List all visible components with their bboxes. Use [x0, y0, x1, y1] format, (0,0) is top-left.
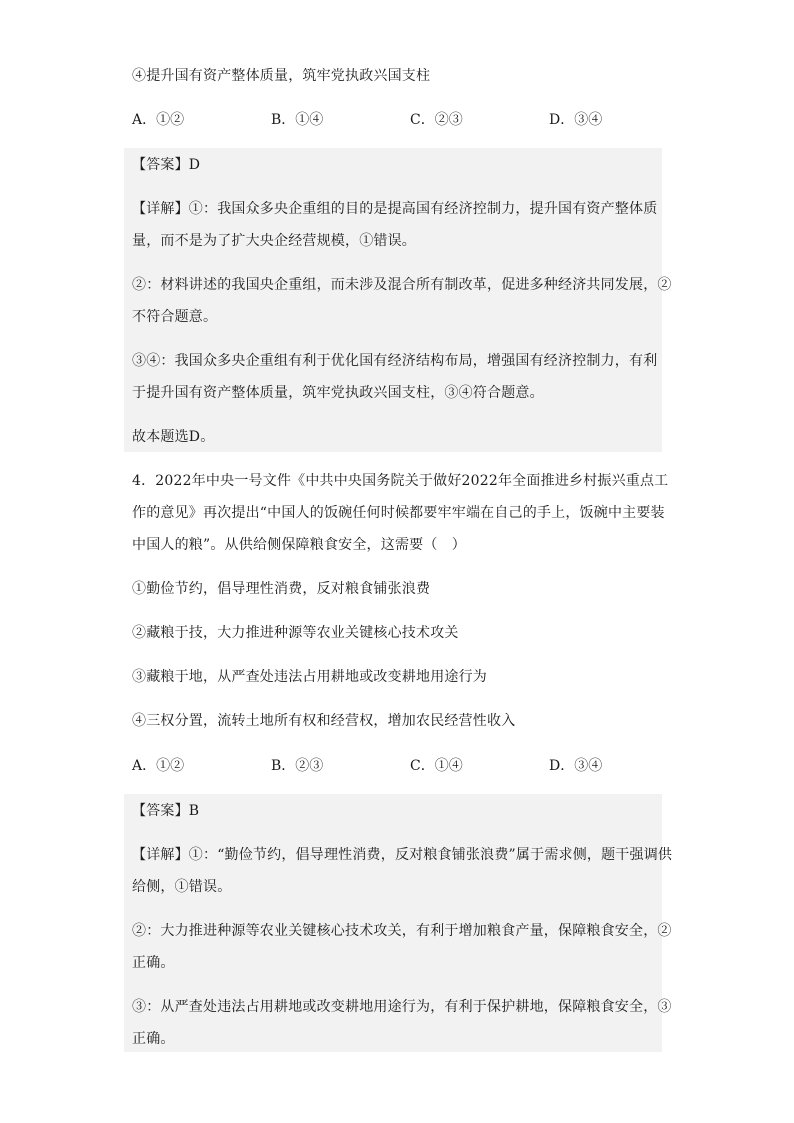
q4-choice-d: D．③④ — [549, 758, 603, 774]
q3-choices — [132, 110, 692, 130]
q3-answer: 【答案】D — [132, 157, 201, 173]
q4-analysis-line-6: 正确。 — [132, 1031, 175, 1047]
q4-analysis-line-2: 给侧，①错误。 — [132, 879, 232, 895]
q3-analysis-line-2: 量，而不是为了扩大央企经营规模，①错误。 — [132, 233, 416, 249]
q3-choice-b: B．①④ — [271, 112, 324, 128]
q4-analysis-line-1: 【详解】①：“勤俭节约，倡导理性消费，反对粮食铺张浪费”属于需求侧，题干强调供 — [132, 847, 673, 863]
q4-option-4: ④三权分置，流转土地所有权和经营权，增加农民经营性收入 — [132, 713, 516, 729]
q4-analysis-line-5: ③：从严查处违法占用耕地或改变耕地用途行为，有利于保护耕地，保障粮食安全，③ — [132, 999, 672, 1015]
q3-choice-d: D．③④ — [549, 112, 603, 128]
q4-analysis-line-3: ②：大力推进种源等农业关键核心技术攻关，有利于增加粮食产量，保障粮食安全，② — [132, 923, 672, 939]
q3-choice-c: C．②③ — [410, 112, 463, 128]
q3-analysis-line-5: ③④：我国众多央企重组有利于优化国有经济结构布局，增强国有经济控制力，有利 — [132, 353, 658, 369]
q4-option-1: ①勤俭节约，倡导理性消费，反对粮食铺张浪费 — [132, 581, 431, 597]
q3-analysis-line-1: 【详解】①：我国众多央企重组的目的是提高国有经济控制力，提升国有资产整体质 — [132, 201, 658, 217]
q3-choice-a: A．①② — [132, 112, 185, 128]
q4-choices — [132, 756, 692, 776]
q4-option-3: ③藏粮于地，从严查处违法占用耕地或改变耕地用途行为 — [132, 669, 487, 685]
q4-answer: 【答案】B — [132, 803, 200, 819]
q3-analysis-line-4: 不符合题意。 — [132, 309, 218, 325]
q3-conclusion: 故本题选D。 — [132, 429, 215, 445]
q4-option-2: ②藏粮于技，大力推进种源等农业关键核心技术攻关 — [132, 625, 459, 641]
q4-stem-line-1: 4．2022年中央一号文件《中共中央国务院关于做好2022年全面推进乡村振兴重点工 — [132, 473, 669, 489]
q3-option-4: ④提升国有资产整体质量，筑牢党执政兴国支柱 — [132, 68, 431, 84]
q4-stem-line-3: 中国人的粮”。从供给侧保障粮食安全，这需要（ ） — [132, 537, 466, 553]
q4-choice-a: A．①② — [132, 758, 185, 774]
q3-analysis-line-3: ②：材料讲述的我国央企重组，而未涉及混合所有制改革，促进多种经济共同发展，② — [132, 277, 672, 293]
q4-analysis-line-4: 正确。 — [132, 955, 175, 971]
q3-answer-box — [124, 148, 662, 452]
q4-stem-line-2: 作的意见》再次提出“中国人的饭碗任何时候都要牢牢端在自己的手上，饭碗中主要装 — [132, 505, 665, 521]
q4-choice-b: B．②③ — [271, 758, 324, 774]
q3-analysis-line-6: 于提升国有资产整体质量，筑牢党执政兴国支柱，③④符合题意。 — [132, 385, 544, 401]
q4-choice-c: C．①④ — [410, 758, 463, 774]
